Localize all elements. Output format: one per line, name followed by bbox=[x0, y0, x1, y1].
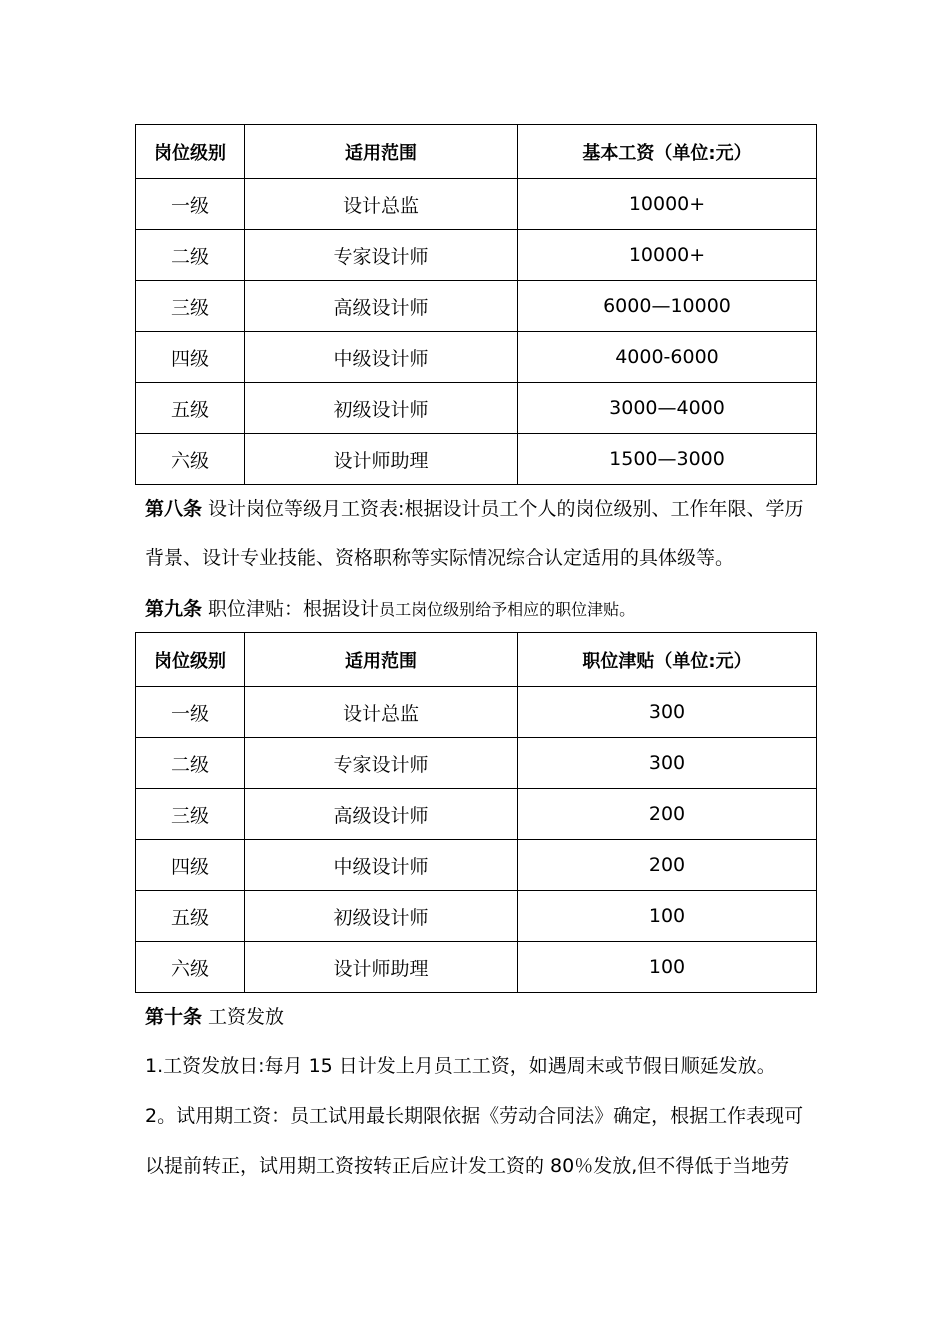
table-row bbox=[136, 434, 817, 485]
header-cell: 职位津贴（单位:元） bbox=[518, 633, 817, 687]
allowance-cell: 100 bbox=[518, 891, 817, 942]
salary-cell: 3000—4000 bbox=[518, 383, 817, 434]
table-row bbox=[136, 281, 817, 332]
article-9-label: 第九条 bbox=[145, 598, 203, 620]
level-cell: 四级 bbox=[136, 332, 245, 383]
table-row bbox=[136, 840, 817, 891]
allowance-cell: 300 bbox=[518, 687, 817, 738]
level-cell: 一级 bbox=[136, 179, 245, 230]
allowance-cell: 200 bbox=[518, 840, 817, 891]
header-cell: 基本工资（单位:元） bbox=[518, 125, 817, 179]
salary-cell: 1500—3000 bbox=[518, 434, 817, 485]
article-9-text-serif: 员工岗位级别给予相应的职位津贴。 bbox=[379, 600, 636, 619]
table-header-row bbox=[136, 633, 817, 687]
table-header-row bbox=[136, 125, 817, 179]
scope-cell: 设计总监 bbox=[245, 687, 518, 738]
header-cell: 岗位级别 bbox=[136, 125, 245, 179]
scope-cell: 初级设计师 bbox=[245, 383, 518, 434]
table-row bbox=[136, 789, 817, 840]
article-8-line-2: 背景、设计专业技能、资格职称等实际情况综合认定适用的具体级等。 bbox=[145, 547, 735, 569]
allowance-cell: 300 bbox=[518, 738, 817, 789]
allowance-cell: 200 bbox=[518, 789, 817, 840]
scope-cell: 设计师助理 bbox=[245, 434, 518, 485]
scope-cell: 初级设计师 bbox=[245, 891, 518, 942]
scope-cell: 高级设计师 bbox=[245, 281, 518, 332]
item-2-line-2: 以提前转正，试用期工资按转正后应计发工资的 80％发放,但不得低于当地劳 bbox=[145, 1155, 790, 1177]
table-row bbox=[136, 687, 817, 738]
header-cell: 适用范围 bbox=[245, 125, 518, 179]
level-cell: 二级 bbox=[136, 230, 245, 281]
article-9 bbox=[145, 597, 825, 622]
level-cell: 五级 bbox=[136, 383, 245, 434]
level-cell: 六级 bbox=[136, 434, 245, 485]
level-cell: 二级 bbox=[136, 738, 245, 789]
table-row bbox=[136, 738, 817, 789]
article-8-text: 设计岗位等级月工资表:根据设计员工个人的岗位级别、工作年限、学历 bbox=[202, 498, 804, 520]
level-cell: 四级 bbox=[136, 840, 245, 891]
level-cell: 六级 bbox=[136, 942, 245, 993]
scope-cell: 中级设计师 bbox=[245, 332, 518, 383]
scope-cell: 中级设计师 bbox=[245, 840, 518, 891]
salary-cell: 6000—10000 bbox=[518, 281, 817, 332]
salary-cell: 10000+ bbox=[518, 230, 817, 281]
table-row bbox=[136, 332, 817, 383]
table-row bbox=[136, 383, 817, 434]
salary-cell: 4000-6000 bbox=[518, 332, 817, 383]
scope-cell: 专家设计师 bbox=[245, 738, 518, 789]
article-10-label: 第十条 bbox=[145, 1006, 203, 1028]
header-cell: 适用范围 bbox=[245, 633, 518, 687]
scope-cell: 专家设计师 bbox=[245, 230, 518, 281]
level-cell: 五级 bbox=[136, 891, 245, 942]
item-1: 1.工资发放日:每月 15 日计发上月员工工资，如遇周末或节假日顺延发放。 bbox=[145, 1055, 776, 1077]
header-cell: 岗位级别 bbox=[136, 633, 245, 687]
allowance-table bbox=[135, 632, 817, 993]
salary-cell: 10000+ bbox=[518, 179, 817, 230]
article-10 bbox=[145, 1005, 825, 1029]
article-8-label: 第八条 bbox=[145, 498, 203, 520]
article-8-line-1 bbox=[145, 497, 825, 521]
allowance-cell: 100 bbox=[518, 942, 817, 993]
scope-cell: 设计总监 bbox=[245, 179, 518, 230]
level-cell: 一级 bbox=[136, 687, 245, 738]
base-salary-table bbox=[135, 124, 817, 485]
article-10-text: 工资发放 bbox=[202, 1006, 285, 1028]
item-2-line-1: 2。试用期工资：员工试用最长期限依据《劳动合同法》确定，根据工作表现可 bbox=[145, 1105, 804, 1127]
table-row bbox=[136, 179, 817, 230]
table-row bbox=[136, 230, 817, 281]
table-row bbox=[136, 891, 817, 942]
table-row bbox=[136, 942, 817, 993]
level-cell: 三级 bbox=[136, 281, 245, 332]
article-9-text: 职位津贴：根据设计 bbox=[202, 598, 380, 620]
scope-cell: 设计师助理 bbox=[245, 942, 518, 993]
level-cell: 三级 bbox=[136, 789, 245, 840]
scope-cell: 高级设计师 bbox=[245, 789, 518, 840]
